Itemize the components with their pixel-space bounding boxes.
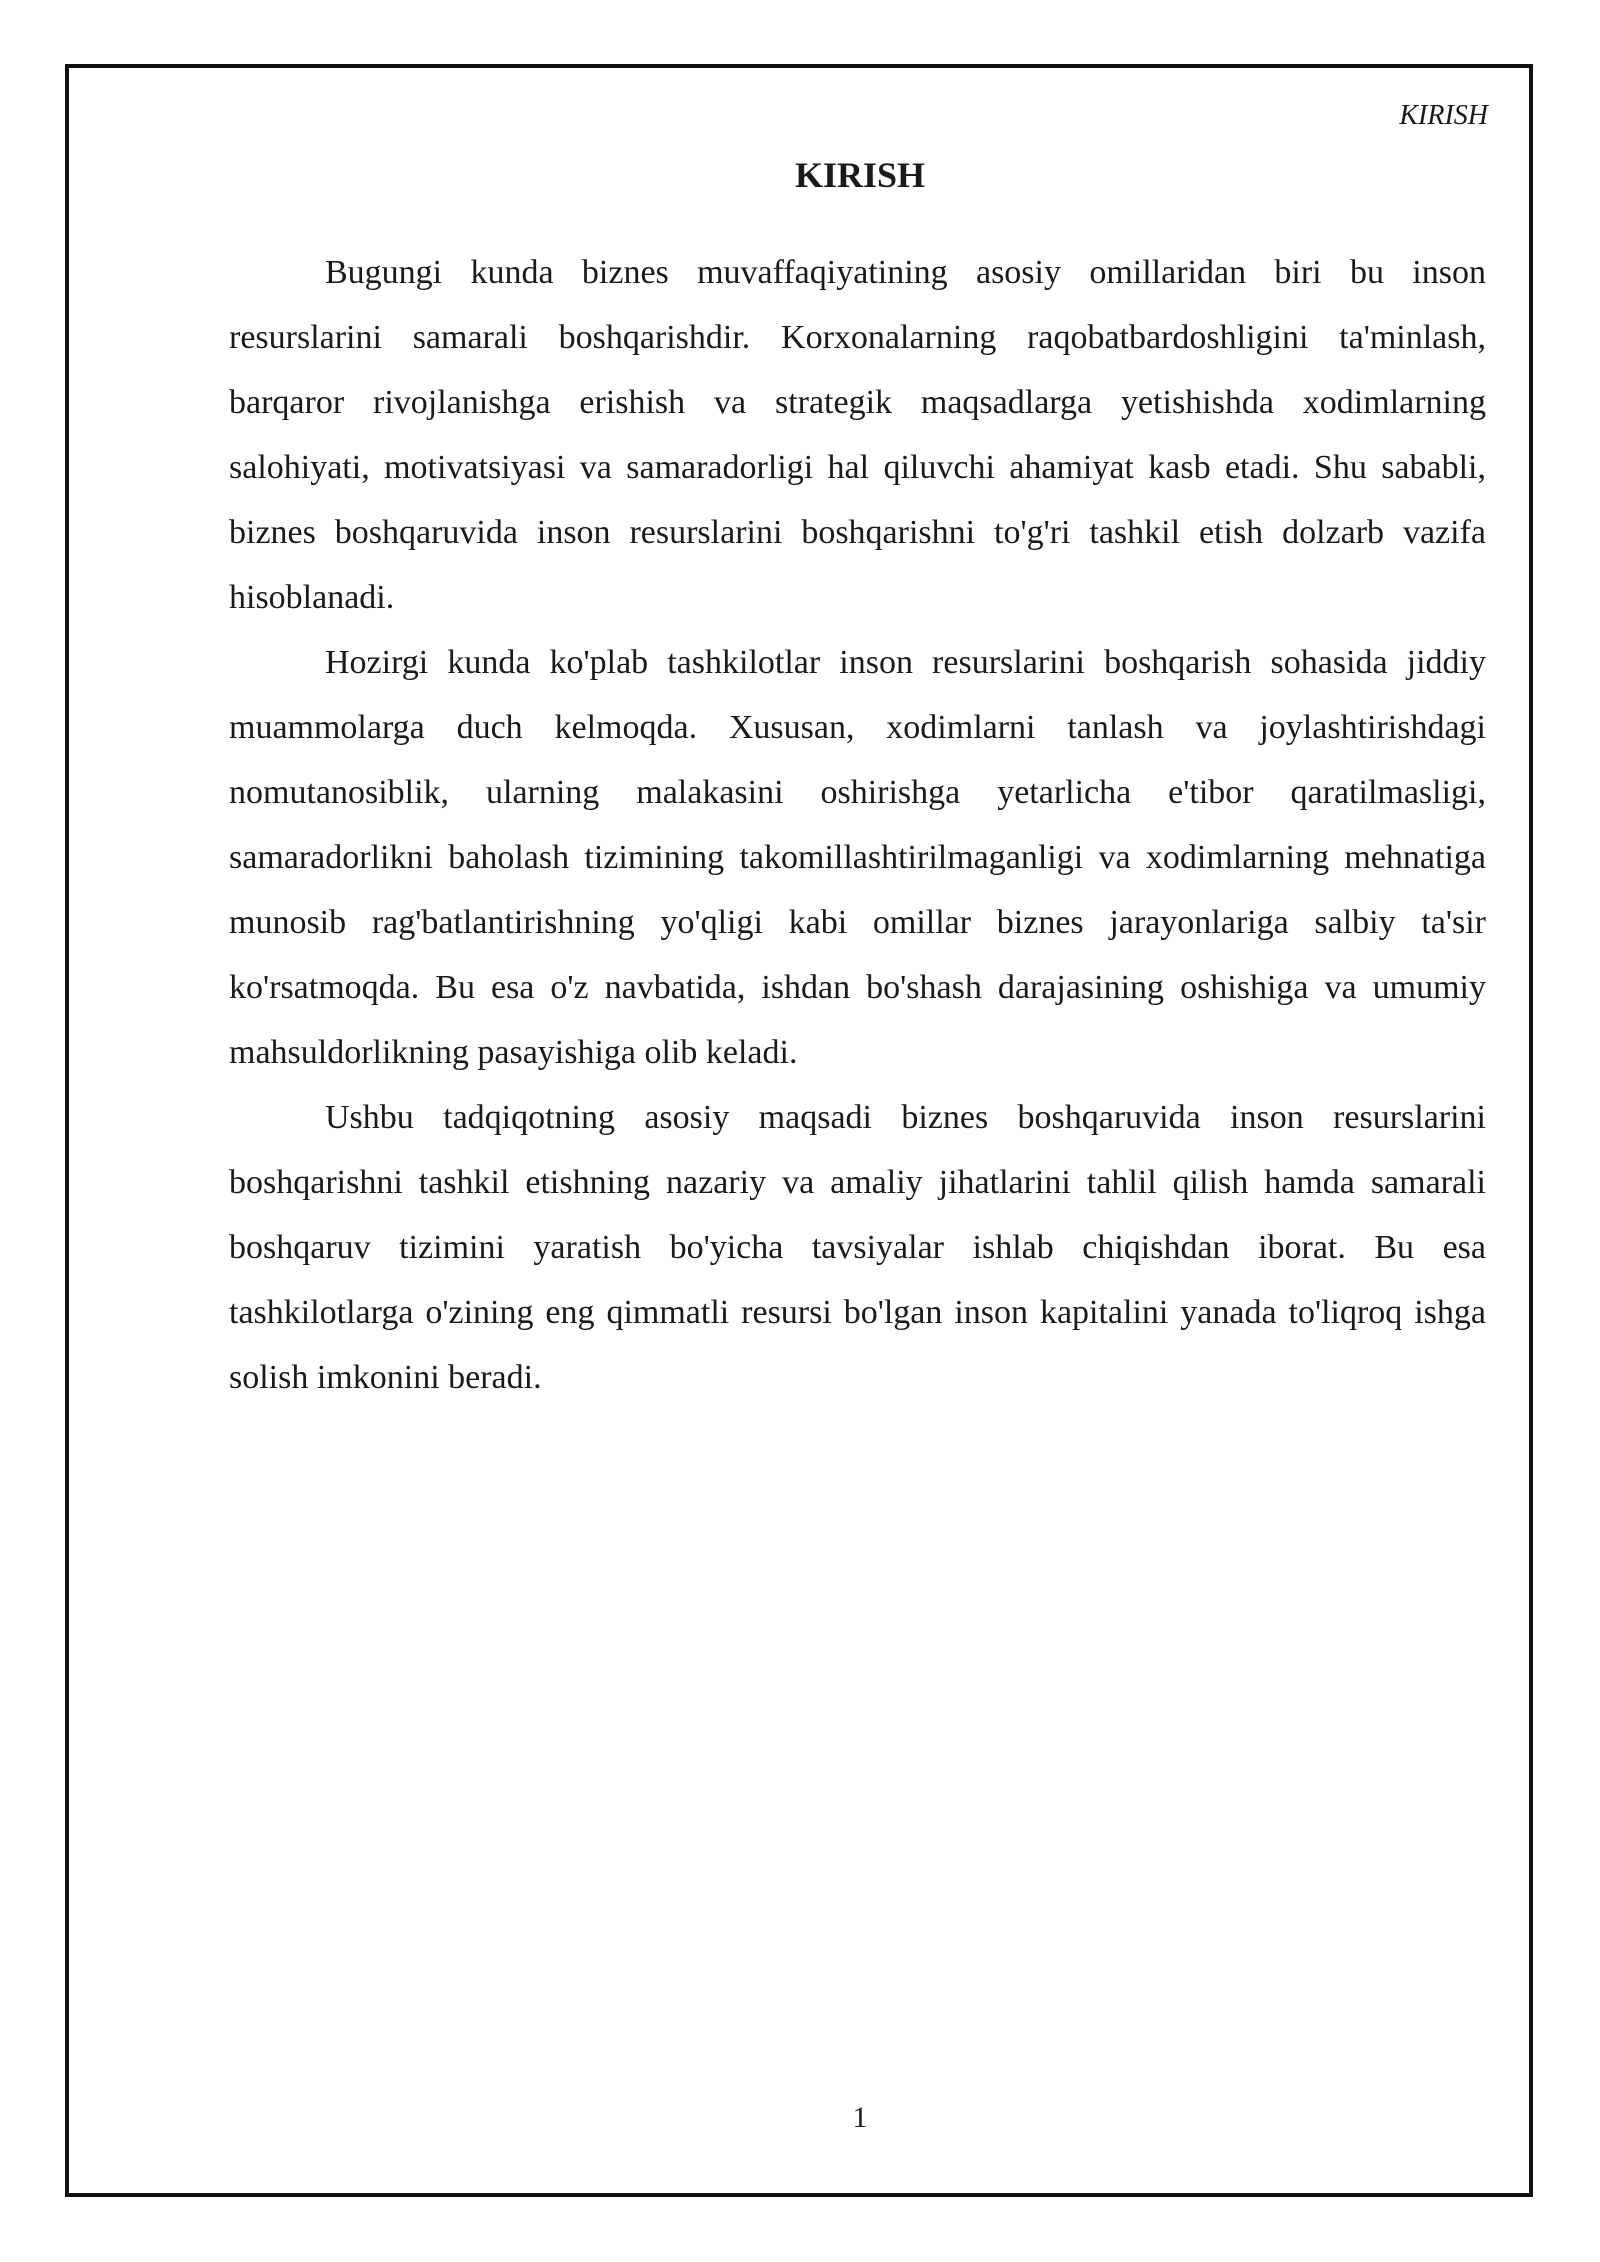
- document-body: [229, 240, 1486, 1410]
- page-number: 1: [852, 2101, 868, 2134]
- paragraph: Ushbu tadqiqotning asosiy maqsadi biznes boshqaruvida inson resurslarini boshqarishni tashkil etishning nazariy va amaliy jihatlarini tahlil qilish hamda samarali boshqaruv tizimini yaratish bo'yicha tavsiyalar ishlab chiqishdan iborat. Bu esa tashkilotlarga o'zining eng qimmatli resursi bo'lgan inson kapitalini yanada to'liqroq ishga solish imkonini beradi.: [229, 1099, 1486, 1396]
- paragraph: Bugungi kunda biznes muvaffaqiyatining asosiy omillaridan biri bu inson resurslarini samarali boshqarishdir. Korxonalarning raqobatbardoshligini ta'minlash, barqaror rivojlanishga erishish va strategik maqsadlarga yetishishda xodimlarning salohiyati, motivatsiyasi va samaradorligi hal qiluvchi ahamiyat kasb etadi. Shu sababli, biznes boshqaruvida inson resurslarini boshqarishni to'g'ri tashkil etish dolzarb vazifa hisoblanadi.: [229, 254, 1486, 616]
- page-title: KIRISH: [794, 155, 926, 195]
- running-header: KIRISH: [1399, 100, 1488, 131]
- paragraph: Hozirgi kunda ko'plab tashkilotlar inson resurslarini boshqarish sohasida jiddiy muammolarga duch kelmoqda. Xususan, xodimlarni tanlash va joylashtirishdagi nomutanosiblik, ularning malakasini oshirishga yetarlicha e'tibor qaratilmasligi, samaradorlikni baholash tizimining takomillashtirilmaganligi va xodimlarning mehnatiga munosib rag'batlantirishning yo'qligi kabi omillar biznes jarayonlariga salbiy ta'sir ko'rsatmoqda. Bu esa o'z navbatida, ishdan bo'shash darajasining oshishiga va umumiy mahsuldorlikning pasayishiga olib keladi.: [229, 644, 1486, 1071]
